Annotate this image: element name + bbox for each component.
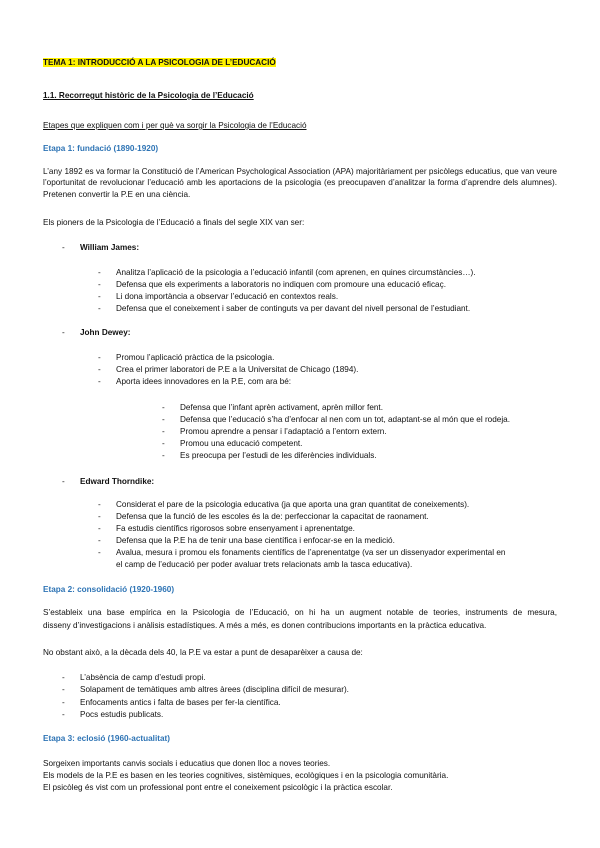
- etapa3-line: El psicòleg és vist com un professional pont entre el coneixement psicològic i la pràctica escolar.: [43, 783, 393, 792]
- sublist-bullet: -: [162, 451, 165, 460]
- list-item: Solapament de temàtiques amb altres àrees (disciplina difícil de mesurar).: [80, 685, 349, 694]
- sublist-bullet: -: [162, 415, 165, 424]
- list-item: Enfocaments antics i falta de bases per fer-la científica.: [80, 698, 281, 707]
- list-item-continuation: el camp de l’educació per poder avaluar trets relacionats amb la tasca educativa).: [116, 560, 413, 569]
- list-bullet: -: [98, 548, 101, 557]
- list-bullet: -: [98, 292, 101, 301]
- list-item: L’absència de camp d’estudi propi.: [80, 673, 206, 682]
- paragraph-line: S’estableix una base empírica en la Psicologia de l’Educació, on hi ha un augment notable de teories, instruments de mesura,: [43, 608, 557, 617]
- list-item: Aporta idees innovadores en la P.E, com ara bé:: [116, 377, 292, 386]
- list-bullet: -: [98, 524, 101, 533]
- list-bullet: -: [98, 377, 101, 386]
- list-item: Defensa que els experiments a laboratoris no indiquen com promoure una educació eficaç.: [116, 280, 446, 289]
- list-item: Fa estudis científics rigorosos sobre ensenyament i aprenentatge.: [116, 524, 355, 533]
- list-bullet: -: [98, 268, 101, 277]
- sublist-bullet: -: [162, 403, 165, 412]
- list-item: Crea el primer laboratori de P.E a la Universitat de Chicago (1894).: [116, 365, 359, 374]
- etapa3-heading: Etapa 3: eclosió (1960-actualitat): [43, 734, 170, 743]
- etapa3-line: Els models de la P.E es basen en les teories cognitives, sistèmiques, ecològiques i en la psicologia comunitària.: [43, 771, 449, 780]
- etapa2-heading: Etapa 2: consolidació (1920-1960): [43, 585, 175, 594]
- sublist-item: Es preocupa per l’estudi de les diferències individuals.: [180, 451, 377, 460]
- list-bullet: -: [98, 536, 101, 545]
- etapa2-paragraph-line: [43, 607, 557, 618]
- etapa1-paragraph: L’any 1892 es va formar la Constitució de l’American Psychological Association (APA) majoritàriament per psicòlegs educatius, que van veure l’oportunitat de revolucionar l’educació amb les aportacions de la psicologia (es preocupaven d’analitzar la forma d’aprendre dels alumnes). Pretenen convertir la P.E en una ciència.: [43, 167, 557, 199]
- sublist-item: Defensa que l’infant aprèn activament, aprèn millor fent.: [180, 403, 383, 412]
- sublist-item: Defensa que l’educació s’ha d’enfocar al nen com un tot, adaptant-se al món que el rodeja.: [180, 415, 510, 424]
- list-item: Defensa que la funció de les escoles és la de: perfeccionar la capacitat de raonament.: [116, 512, 429, 521]
- etapa1-heading: Etapa 1: fundació (1890-1920): [43, 144, 159, 153]
- list-item: Analitza l’aplicació de la psicologia a l’educació infantil (com aprenen, en quines circumstàncies…).: [116, 268, 476, 277]
- pioneer-name-dewey: John Dewey:: [80, 328, 131, 337]
- list-bullet: -: [98, 353, 101, 362]
- list-item: Defensa que la P.E ha de tenir una base científica i enfocar-se en la medició.: [116, 536, 395, 545]
- list-bullet: -: [98, 280, 101, 289]
- list-item: Li dona importància a observar l’educació en contextos reals.: [116, 292, 339, 301]
- list-bullet: -: [62, 685, 65, 694]
- list-bullet: -: [98, 304, 101, 313]
- list-bullet: -: [62, 673, 65, 682]
- pioneer-name-james: William James:: [80, 243, 140, 252]
- list-item: Promou l’aplicació pràctica de la psicologia.: [116, 353, 275, 362]
- list-item: Pocs estudis publicats.: [80, 710, 164, 719]
- sublist-item: Promou aprendre a pensar i l’adaptació a l’entorn extern.: [180, 427, 387, 436]
- etapa2-paragraph-line: disseny d’investigacions i anàlisis estadístiques. A més a més, es donen contribucions importants en la pràctica educativa.: [43, 621, 487, 630]
- list-bullet: -: [98, 500, 101, 509]
- list-bullet: -: [62, 477, 65, 486]
- list-bullet: -: [98, 512, 101, 521]
- list-item: Considerat el pare de la psicologia educativa (ja que aporta una gran quantitat de coneixements).: [116, 500, 470, 509]
- list-bullet: -: [62, 698, 65, 707]
- list-bullet: -: [62, 243, 65, 252]
- list-bullet: -: [98, 365, 101, 374]
- list-item: Avalua, mesura i promou els fonaments científics de l’aprenentatge (va ser un dissenyador experimental en: [116, 548, 506, 557]
- sublist-item: Promou una educació competent.: [180, 439, 303, 448]
- list-item: Defensa que el coneixement i saber de continguts va per davant del nivell personal de l’estudiant.: [116, 304, 471, 313]
- section-heading-1-1: 1.1. Recorregut històric de la Psicologia de l’Educació: [43, 91, 254, 100]
- etapes-heading: Etapes que expliquen com i per què va sorgir la Psicologia de l’Educació: [43, 121, 307, 130]
- document-title: TEMA 1: INTRODUCCIÓ A LA PSICOLOGIA DE L’EDUCACIÓ: [43, 58, 276, 67]
- sublist-bullet: -: [162, 439, 165, 448]
- pioneer-name-thorndike: Edward Thorndike:: [80, 477, 155, 486]
- etapa2-causes-intro: No obstant això, a la dècada dels 40, la P.E va estar a punt de desaparèixer a causa de:: [43, 648, 363, 657]
- pioneers-intro: Els pioners de la Psicologia de l’Educació a finals del segle XIX van ser:: [43, 218, 305, 227]
- list-bullet: -: [62, 710, 65, 719]
- list-bullet: -: [62, 328, 65, 337]
- etapa3-line: Sorgeixen importants canvis socials i educatius que donen lloc a noves teories.: [43, 759, 331, 768]
- sublist-bullet: -: [162, 427, 165, 436]
